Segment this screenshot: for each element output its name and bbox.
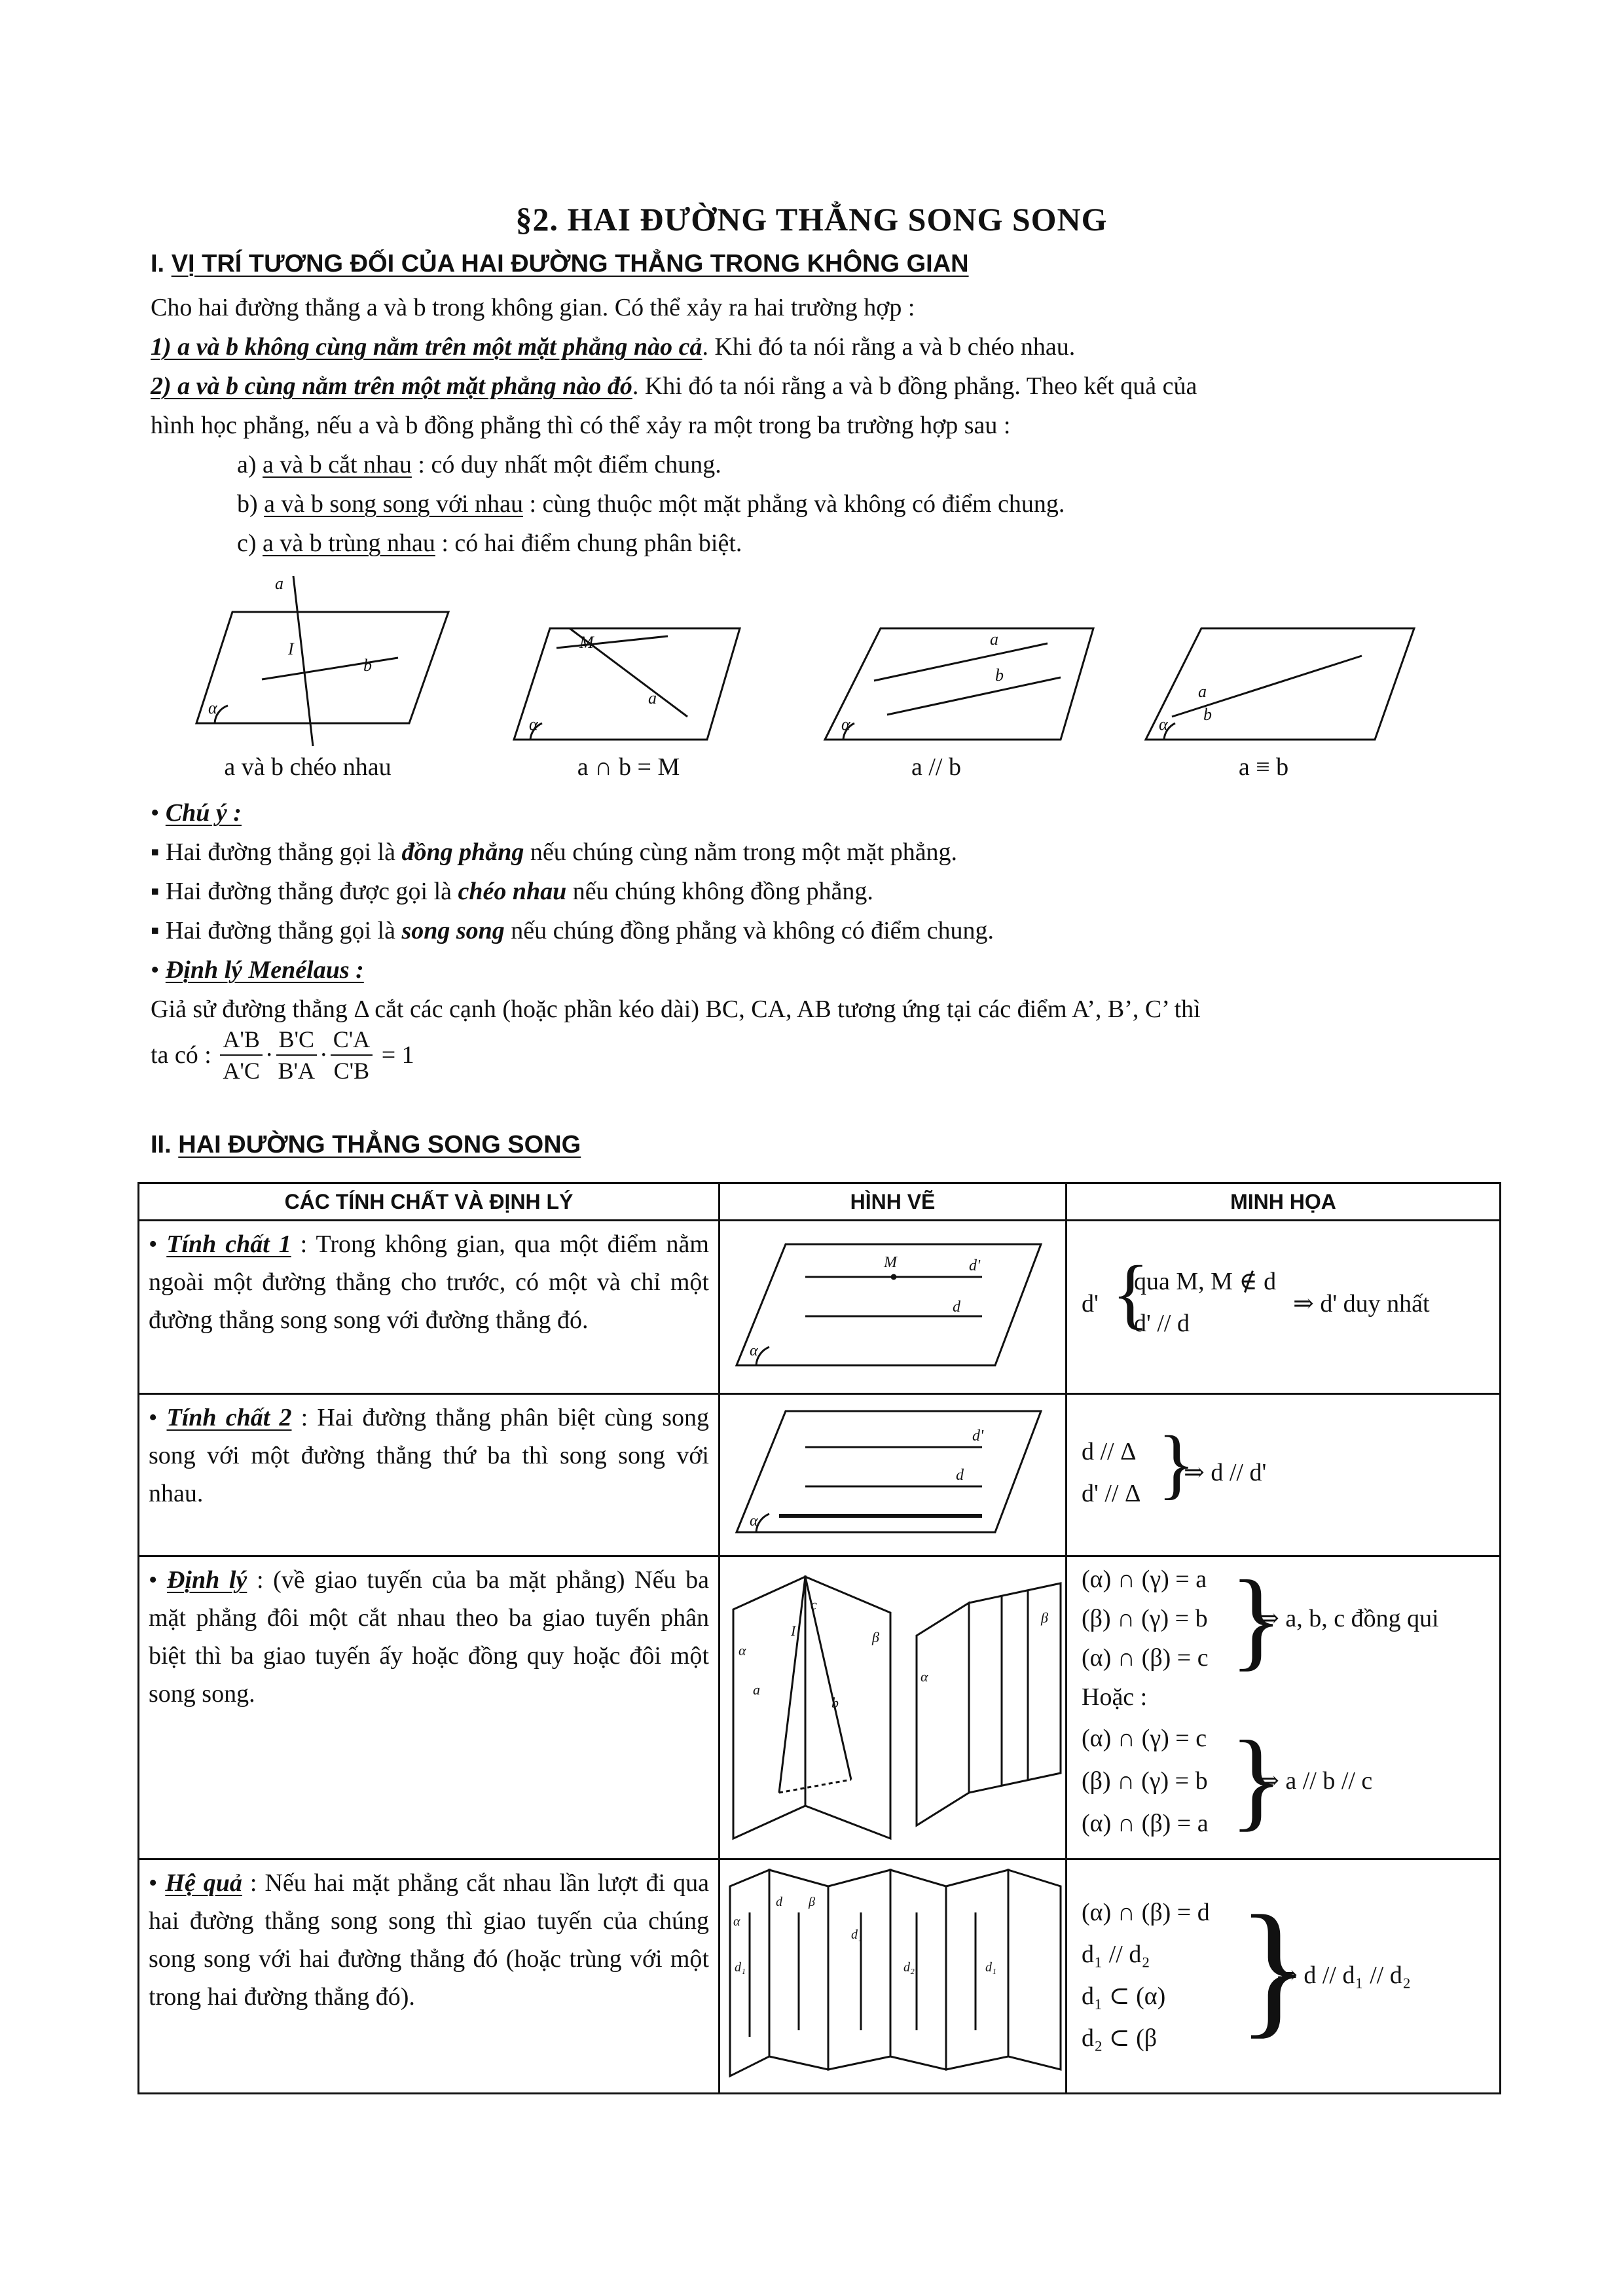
note-item: [151, 872, 873, 911]
caption-parallel: a // b: [911, 753, 961, 781]
fraction: [220, 1024, 263, 1086]
multiply-dot: ·: [319, 1041, 328, 1069]
row-2-label: Tính chất 2: [166, 1404, 292, 1431]
case-2: [151, 367, 1197, 406]
sub-case-c: [237, 524, 742, 563]
section-1-heading: [151, 250, 969, 278]
multiply-dot: ·: [264, 1041, 274, 1069]
row-2-text-cell: [139, 1394, 720, 1556]
table-row: [139, 1221, 1501, 1394]
sub-case-b-rest: : cùng thuộc một mặt phẳng và không có điểm chung.: [522, 490, 1065, 518]
row-3-m-result-b: ⇒ a // b // c: [1258, 1767, 1373, 1795]
row-4-fig-alpha: α: [733, 1914, 740, 1929]
right-brace-icon: }: [1237, 1884, 1310, 2051]
row-3-m-b3: (α) ∩ (β) = a: [1082, 1810, 1209, 1837]
case-1-label: 1) a và b không cùng nằm trên một mặt phẳng nào cả: [151, 333, 702, 361]
sub-case-a-rest: : có duy nhất một điểm chung.: [411, 451, 721, 478]
note-3-term: song song: [401, 917, 505, 944]
note-2-post: nếu chúng không đồng phẳng.: [566, 878, 873, 905]
row-3-m-a3: (α) ∩ (β) = c: [1082, 1644, 1209, 1672]
row-1-figure-cell: [720, 1221, 1067, 1394]
row-3-fig-beta: β: [872, 1629, 879, 1645]
fraction-numerator: A'B: [220, 1024, 263, 1056]
row-3-fig-I: I: [791, 1623, 796, 1639]
row-4-fig-d1-2: d₁: [851, 1928, 862, 1942]
row-3-body: : (về giao tuyến của ba mặt phẳng) Nếu ba mặt phẳng đôi một cắt nhau theo ba giao tuyến phân biệt thì ba giao tuyến ấy hoặc đồng quy hoặc đôi một song song.: [149, 1566, 709, 1708]
caption-skew: a và b chéo nhau: [224, 753, 392, 781]
row-2-m-line2: d' // Δ: [1082, 1480, 1141, 1507]
row-2-m-result: ⇒ d // d': [1184, 1459, 1267, 1486]
figure-1-label-a: a: [275, 574, 283, 593]
section-1-number: I.: [151, 250, 165, 278]
figure-3-label-b: b: [995, 666, 1004, 685]
row-2-m-line1: d // Δ: [1082, 1438, 1137, 1465]
row-3-figure-cell: [720, 1556, 1067, 1859]
fraction-denominator: B'A: [278, 1058, 316, 1084]
row-4-m-line3: d₁ ⊂ (α): [1082, 1982, 1166, 2010]
note-1-term: đồng phẳng: [401, 838, 524, 866]
row-3-figure: [720, 1557, 1067, 1855]
figure-intersecting-lines: [514, 628, 740, 740]
fraction-denominator: A'C: [223, 1058, 260, 1084]
row-4-figure-cell: [720, 1859, 1067, 2094]
note-2-term: chéo nhau: [458, 878, 567, 905]
row-1-illustration-cell: [1067, 1221, 1501, 1394]
menelaus-label: Định lý Menélaus :: [165, 956, 364, 984]
row-3-text: • Định lý : (về giao tuyến của ba mặt phẳng) Nếu ba mặt phẳng đôi một cắt nhau theo ba giao tuyến phân biệt thì ba giao tuyến ấy hoặc đồng quy hoặc đôi một song song.: [149, 1566, 709, 1708]
note-heading: [151, 793, 242, 833]
row-3-label: Định lý: [166, 1566, 247, 1594]
formula-lead: ta có :: [151, 1041, 211, 1069]
row-4-text: • Hệ quả : Nếu hai mặt phẳng cắt nhau lần lượt đi qua hai đường thẳng song song thì giao tuyến của chúng song song với hai đường thẳng đó (hoặc trùng với một trong hai đường thẳng đó).: [149, 1869, 709, 2011]
row-1-fig-M: M: [884, 1254, 897, 1271]
row-1-m-prefix: d': [1082, 1290, 1099, 1318]
figure-skew-lines: [196, 574, 448, 746]
row-1-figure: [720, 1221, 1067, 1390]
sub-case-b: [237, 484, 1065, 524]
row-3-m-result-a: ⇒ a, b, c đồng qui: [1258, 1605, 1439, 1632]
row-4-m-line4: d₂ ⊂ (β: [1082, 2024, 1158, 2052]
row-3-fig-b: b: [831, 1695, 839, 1711]
figure-3-label-alpha: α: [841, 715, 850, 734]
note-3-pre: Hai đường thẳng gọi là: [165, 917, 402, 944]
row-2-fig-d-prime: d': [972, 1427, 984, 1444]
row-4-fig-d1: d₁: [735, 1960, 746, 1975]
row-1-m-result: ⇒ d' duy nhất: [1293, 1290, 1430, 1318]
bullet-icon: •: [151, 799, 160, 827]
row-3-illustration: [1067, 1557, 1499, 1852]
equals-one: = 1: [381, 1041, 414, 1069]
row-1-m-line1: qua M, M ∉ d: [1134, 1268, 1277, 1295]
sub-case-b-prefix: b): [237, 490, 264, 518]
row-3-m-b1: (α) ∩ (γ) = c: [1082, 1725, 1207, 1752]
case-2-rest-line2: hình học phẳng, nếu a và b đồng phẳng thì có thể xảy ra một trong ba trường hợp sau :: [151, 412, 1011, 439]
case-1-rest: . Khi đó ta nói rằng a và b chéo nhau.: [702, 333, 1076, 361]
table-row: [139, 1556, 1501, 1859]
row-4-m-result: ⇒ d // d₁ // d₂: [1277, 1962, 1412, 1989]
table-row: [139, 1859, 1501, 2094]
section-2-title: HAI ĐƯỜNG THẲNG SONG SONG: [178, 1131, 581, 1158]
row-3-text-cell: [139, 1556, 720, 1859]
note-1-post: nếu chúng cùng nằm trong một mặt phẳng.: [524, 838, 958, 866]
caption-intersect: a ∩ b = M: [577, 753, 680, 781]
menelaus-text: Giả sử đường thẳng Δ cắt các cạnh (hoặc phần kéo dài) BC, CA, AB tương ứng tại các điểm A’, B’, C’ thì: [151, 996, 1201, 1023]
figure-4-label-a: a: [1198, 682, 1207, 701]
bullet-icon: •: [151, 956, 160, 984]
row-1-text: • Tính chất 1 : Trong không gian, qua một điểm nằm ngoài một đường thẳng cho trước, có một và chỉ một đường thẳng song song với đường thẳng đó.: [149, 1230, 709, 1334]
row-2-figure: [720, 1395, 1067, 1552]
figure-coincident-lines: [1146, 628, 1414, 740]
table-header-illustration: MINH HỌA: [1067, 1183, 1501, 1221]
note-item: [151, 911, 994, 950]
case-2-rest-line1: . Khi đó ta nói rằng a và b đồng phẳng. Theo kết quả của: [632, 372, 1197, 400]
sub-case-c-label: a và b trùng nhau: [263, 529, 435, 557]
table-row: [139, 1394, 1501, 1556]
table-header-properties: CÁC TÍNH CHẤT VÀ ĐỊNH LÝ: [139, 1183, 720, 1221]
figure-4-label-alpha: α: [1159, 715, 1168, 734]
sub-case-a: [237, 445, 721, 484]
row-4-body: : Nếu hai mặt phẳng cắt nhau lần lượt đi qua hai đường thẳng song song thì giao tuyến của chúng song song với hai đường thẳng đó (hoặc trùng với một trong hai đường thẳng đó).: [149, 1869, 709, 2011]
row-4-m-line1: (α) ∩ (β) = d: [1082, 1899, 1210, 1926]
row-1-fig-d: d: [953, 1299, 960, 1316]
note-2-pre: Hai đường thẳng được gọi là: [165, 878, 458, 905]
row-2-illustration-cell: [1067, 1394, 1501, 1556]
row-3-or: Hoặc :: [1082, 1683, 1148, 1711]
figure-1-label-alpha: α: [208, 698, 217, 717]
relative-position-figures: [0, 563, 1623, 746]
row-3-fig-c: c: [811, 1596, 817, 1613]
sub-case-a-label: a và b cắt nhau: [263, 451, 412, 478]
table-header-row: [139, 1183, 1501, 1221]
row-2-illustration: [1067, 1395, 1499, 1545]
figure-parallel-lines: [825, 628, 1093, 740]
row-3-fig-a: a: [753, 1681, 760, 1698]
right-brace-icon: }: [1158, 1420, 1195, 1507]
note-item: [151, 833, 957, 872]
right-brace-icon: }: [1230, 1558, 1283, 1681]
section-2-heading: [151, 1131, 581, 1159]
row-1-label: Tính chất 1: [166, 1230, 291, 1258]
note-1-pre: Hai đường thẳng gọi là: [165, 838, 402, 866]
sub-case-b-label: a và b song song với nhau: [264, 490, 523, 518]
caption-coincide: a ≡ b: [1238, 753, 1289, 781]
row-2-body: : Hai đường thẳng phân biệt cùng song song với một đường thẳng thứ ba thì song song với nhau.: [149, 1404, 709, 1507]
note-3-post: nếu chúng đồng phẳng và không có điểm chung.: [504, 917, 994, 944]
row-2-fig-d: d: [956, 1467, 964, 1484]
row-3-fig-alpha: α: [739, 1642, 746, 1659]
row-3-m-a1: (α) ∩ (γ) = a: [1082, 1566, 1207, 1593]
menelaus-formula: [151, 1024, 414, 1086]
square-bullet-icon: ▪: [151, 917, 160, 944]
square-bullet-icon: ▪: [151, 838, 160, 866]
row-1-fig-d-prime: d': [969, 1257, 981, 1274]
right-brace-icon: }: [1230, 1718, 1283, 1841]
page-title: §2. HAI ĐƯỜNG THẲNG SONG SONG: [515, 201, 1108, 238]
case-2-label: 2) a và b cùng nằm trên một mặt phẳng nào đó: [151, 372, 632, 400]
case-1: [151, 327, 1075, 367]
row-4-figure: [720, 1860, 1067, 2089]
row-4-illustration-cell: [1067, 1859, 1501, 2094]
intro-text: Cho hai đường thẳng a và b trong không gian. Có thể xảy ra hai trường hợp :: [151, 294, 915, 321]
figure-2-label-a: a: [648, 689, 657, 708]
row-4-fig-d: d: [776, 1895, 782, 1909]
figure-2-label-alpha: α: [529, 715, 538, 734]
row-4-fig-beta: β: [809, 1895, 815, 1909]
square-bullet-icon: ▪: [151, 878, 160, 905]
row-4-label: Hệ quả: [165, 1869, 242, 1897]
row-2-text: • Tính chất 2 : Hai đường thẳng phân biệt cùng song song với một đường thẳng thứ ba thì song song với nhau.: [149, 1404, 709, 1507]
fraction: [331, 1024, 373, 1086]
row-3-illustration-cell: [1067, 1556, 1501, 1859]
fraction-numerator: C'A: [331, 1024, 373, 1056]
figure-3-label-a: a: [990, 630, 998, 649]
note-label: Chú ý :: [165, 799, 242, 827]
section-1-title: VỊ TRÍ TƯƠNG ĐỐI CỦA HAI ĐƯỜNG THẲNG TRONG KHÔNG GIAN: [171, 250, 969, 278]
row-3-fig-beta-2: β: [1041, 1609, 1048, 1626]
fraction-denominator: C'B: [333, 1058, 370, 1084]
row-3-m-a2: (β) ∩ (γ) = b: [1082, 1605, 1208, 1632]
row-3-fig-alpha-2: α: [921, 1668, 928, 1685]
row-4-fig-d1-3: d₁: [985, 1960, 996, 1975]
row-2-figure-cell: [720, 1394, 1067, 1556]
fraction-numerator: B'C: [276, 1024, 318, 1056]
figure-4-label-b: b: [1203, 705, 1212, 724]
table-header-figure: HÌNH VẼ: [720, 1183, 1067, 1221]
left-brace-icon: {: [1112, 1249, 1150, 1336]
row-4-text-cell: [139, 1859, 720, 2094]
figure-1-label-I: I: [288, 639, 294, 658]
sub-case-a-prefix: a): [237, 451, 263, 478]
row-1-m-line2: d' // d: [1134, 1310, 1190, 1337]
menelaus-heading: [151, 950, 364, 990]
row-1-body: : Trong không gian, qua một điểm nằm ngoài một đường thẳng cho trước, có một và chỉ một đường thẳng song song với đường thẳng đó.: [149, 1230, 709, 1334]
properties-table: [137, 1182, 1501, 2094]
figure-1-label-b: b: [363, 656, 372, 675]
sub-case-c-prefix: c): [237, 529, 263, 557]
fraction: [276, 1024, 318, 1086]
row-1-fig-alpha: α: [750, 1342, 758, 1359]
section-2-number: II.: [151, 1131, 172, 1158]
row-4-fig-d2: d₂: [903, 1960, 915, 1975]
row-4-illustration: [1067, 1860, 1499, 2086]
sub-case-c-rest: : có hai điểm chung phân biệt.: [435, 529, 742, 557]
row-2-fig-alpha: α: [750, 1513, 758, 1530]
figure-2-label-M: M: [579, 633, 594, 652]
row-1-illustration: [1067, 1221, 1499, 1385]
row-3-m-b2: (β) ∩ (γ) = b: [1082, 1767, 1208, 1795]
row-4-m-line2: d₁ // d₂: [1082, 1941, 1150, 1968]
row-1-text-cell: [139, 1221, 720, 1394]
